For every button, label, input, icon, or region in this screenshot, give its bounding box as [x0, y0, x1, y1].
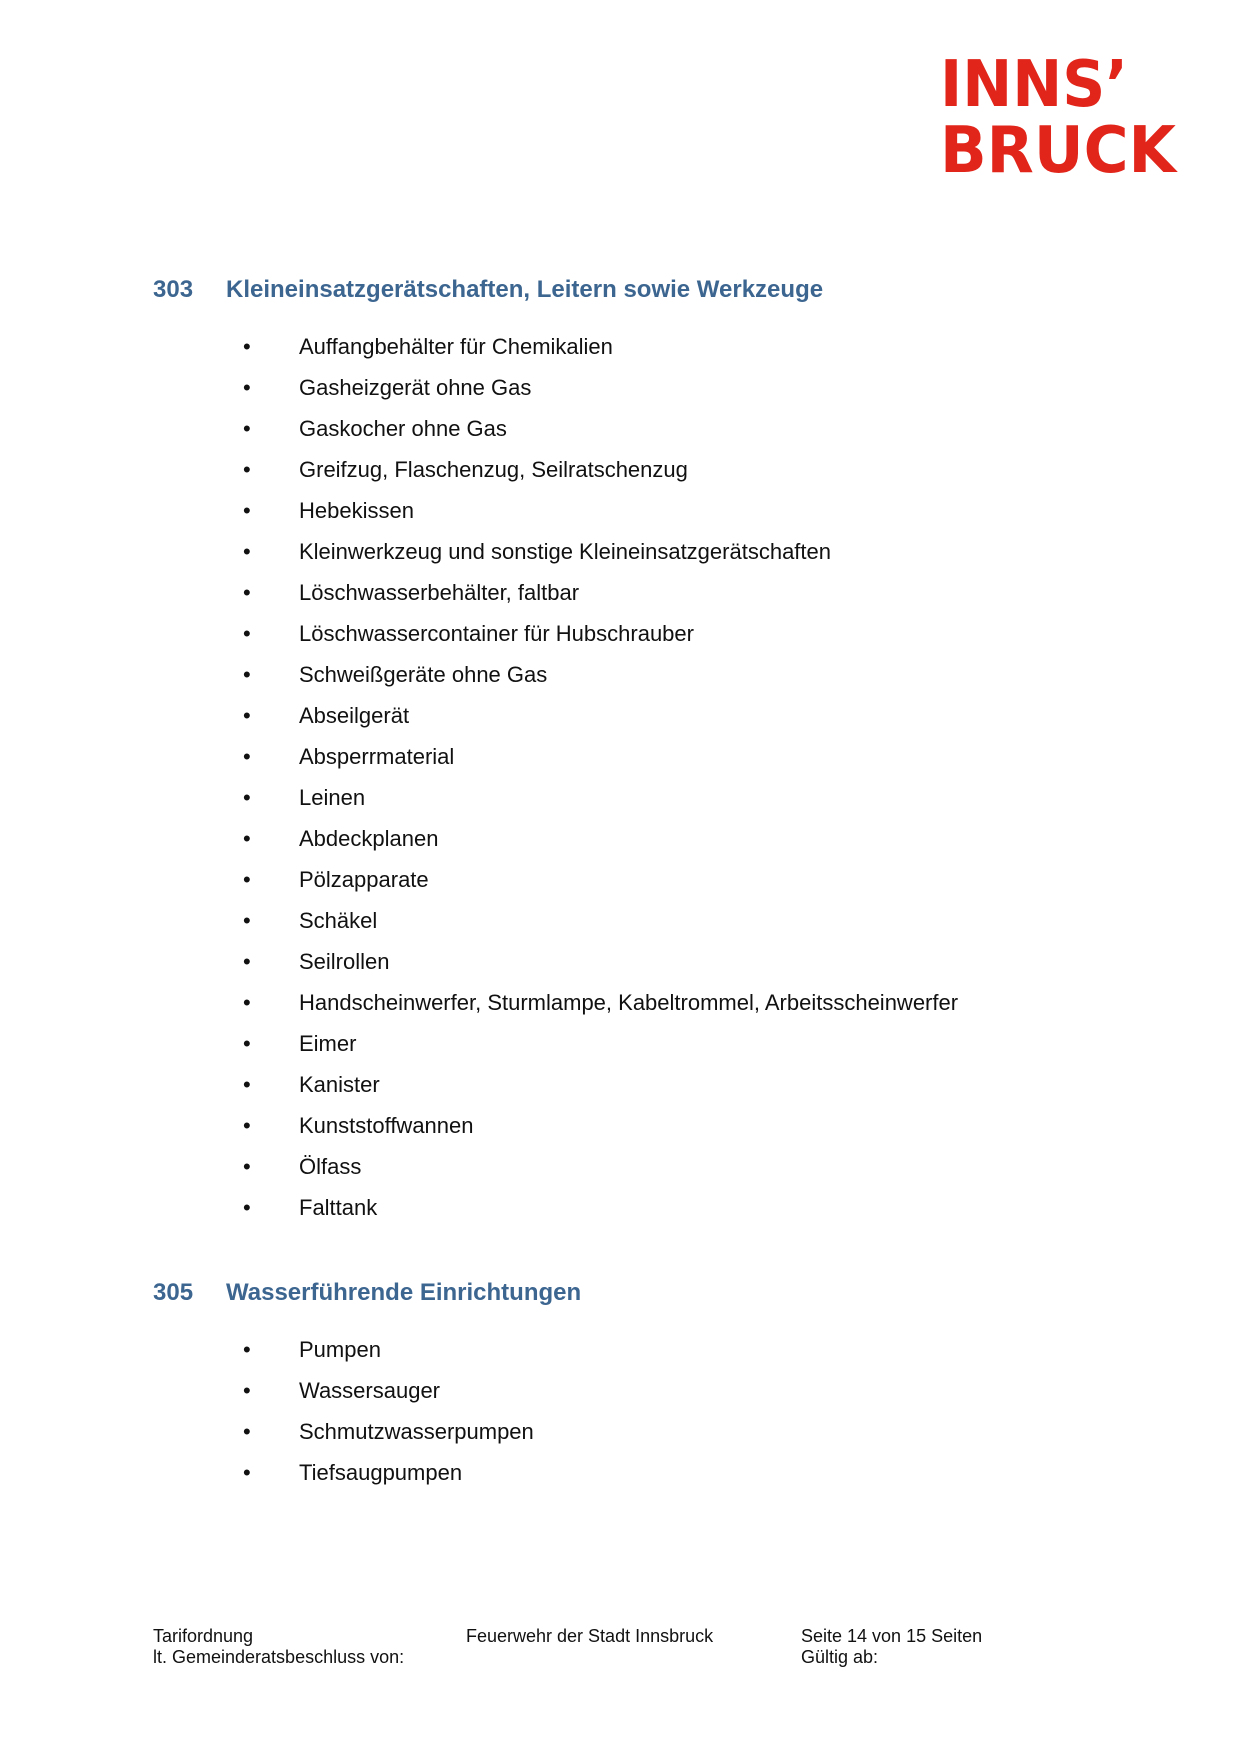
bullet-icon: •: [243, 1460, 251, 1485]
bullet-icon: •: [243, 949, 251, 974]
bullet-icon: •: [243, 416, 251, 441]
bullet-icon: •: [243, 621, 251, 646]
bullet-icon: •: [243, 1195, 251, 1220]
list-item: [153, 367, 1153, 408]
list-item-text: Wassersauger: [299, 1378, 441, 1403]
list-item-text: Abseilgerät: [299, 703, 410, 728]
list-item: [153, 818, 1153, 859]
list-item: [153, 1146, 1153, 1187]
bullet-icon: •: [243, 744, 251, 769]
list-item-text: Falttank: [299, 1195, 378, 1220]
list-item: [153, 695, 1153, 736]
section-title: Wasserführende Einrichtungen: [226, 1279, 582, 1306]
list-item: [153, 1023, 1153, 1064]
section-number: 305: [153, 1279, 194, 1306]
section-305: [153, 1275, 1153, 1493]
logo-graphic: [940, 56, 1190, 176]
list-item-text: Schäkel: [299, 908, 378, 933]
logo-line-2: BRUCK: [940, 114, 1179, 176]
footer-page-number: Seite 14 von 15 Seiten: [801, 1626, 983, 1646]
bullet-icon: •: [243, 334, 251, 359]
bullet-icon: •: [243, 1031, 251, 1056]
bullet-icon: •: [243, 580, 251, 605]
list-item-text: Hebekissen: [299, 498, 414, 523]
list-item-text: Pölzapparate: [299, 867, 429, 892]
list-item: [153, 1064, 1153, 1105]
list-item: [153, 490, 1153, 531]
list-item-text: Schweißgeräte ohne Gas: [299, 662, 548, 687]
list-item-text: Eimer: [299, 1031, 357, 1056]
footer-center: [466, 1626, 713, 1647]
list-item-text: Seilrollen: [299, 949, 390, 974]
bullet-icon: •: [243, 1419, 251, 1444]
list-item-text: Ölfass: [299, 1154, 362, 1179]
list-item: [153, 572, 1153, 613]
section-heading: [153, 272, 1153, 308]
list-item: [153, 1370, 1153, 1411]
list-item: [153, 736, 1153, 777]
list-item-text: Gaskocher ohne Gas: [299, 416, 507, 441]
list-item-text: Handscheinwerfer, Sturmlampe, Kabeltrommel, Arbeitsscheinwerfer: [299, 990, 959, 1015]
bullet-icon: •: [243, 539, 251, 564]
footer-valid-from: Gültig ab:: [801, 1647, 879, 1667]
footer-resolution: lt. Gemeinderatsbeschluss von:: [153, 1647, 405, 1667]
bullet-icon: •: [243, 990, 251, 1015]
section-303: [153, 272, 1153, 1228]
list-item-text: Löschwassercontainer für Hubschrauber: [299, 621, 694, 646]
list-item: [153, 982, 1153, 1023]
list-item: [153, 531, 1153, 572]
section-heading: [153, 1275, 1153, 1311]
list-item-text: Gasheizgerät ohne Gas: [299, 375, 532, 400]
list-item: [153, 1329, 1153, 1370]
list-item: [153, 408, 1153, 449]
bullet-icon: •: [243, 1072, 251, 1097]
list-item-text: Kanister: [299, 1072, 380, 1097]
list-item-text: Auffangbehälter für Chemikalien: [299, 334, 613, 359]
bullet-icon: •: [243, 703, 251, 728]
list-item: [153, 326, 1153, 367]
bullet-icon: •: [243, 498, 251, 523]
list-item: [153, 941, 1153, 982]
bullet-icon: •: [243, 867, 251, 892]
bullet-icon: •: [243, 1113, 251, 1138]
bullet-icon: •: [243, 1154, 251, 1179]
list-item: [153, 613, 1153, 654]
bullet-icon: •: [243, 662, 251, 687]
list-item: [153, 859, 1153, 900]
footer-document-name: Tarifordnung: [153, 1626, 254, 1646]
list-item: [153, 449, 1153, 490]
footer-organization: Feuerwehr der Stadt Innsbruck: [466, 1626, 714, 1646]
list-item-text: Kunststoffwannen: [299, 1113, 474, 1138]
section-number: 303: [153, 276, 194, 303]
footer-right: [801, 1626, 982, 1668]
list-item-text: Pumpen: [299, 1337, 381, 1362]
list-item-text: Löschwasserbehälter, faltbar: [299, 580, 580, 605]
section-title: Kleineinsatzgerätschaften, Leitern sowie Werkzeuge: [226, 276, 824, 303]
logo-line-1: INNS’: [940, 56, 1128, 122]
list-item: [153, 900, 1153, 941]
list-item: [153, 654, 1153, 695]
list-item: [153, 1105, 1153, 1146]
list-item-text: Abdeckplanen: [299, 826, 439, 851]
item-list: [153, 326, 1153, 1228]
list-item-text: Schmutzwasserpumpen: [299, 1419, 534, 1444]
bullet-icon: •: [243, 457, 251, 482]
list-item-text: Kleinwerkzeug und sonstige Kleineinsatzgerätschaften: [299, 539, 831, 564]
bullet-icon: •: [243, 1378, 251, 1403]
list-item: [153, 1411, 1153, 1452]
item-list: [153, 1329, 1153, 1493]
list-item-text: Absperrmaterial: [299, 744, 455, 769]
footer-left: [153, 1626, 404, 1668]
list-item: [153, 1187, 1153, 1228]
list-item: [153, 1452, 1153, 1493]
bullet-icon: •: [243, 826, 251, 851]
list-item-text: Leinen: [299, 785, 366, 810]
list-item: [153, 777, 1153, 818]
innsbruck-logo: [940, 56, 1190, 176]
bullet-icon: •: [243, 375, 251, 400]
bullet-icon: •: [243, 1337, 251, 1362]
bullet-icon: •: [243, 785, 251, 810]
list-item-text: Tiefsaugpumpen: [299, 1460, 463, 1485]
list-item-text: Greifzug, Flaschenzug, Seilratschenzug: [299, 457, 688, 482]
bullet-icon: •: [243, 908, 251, 933]
